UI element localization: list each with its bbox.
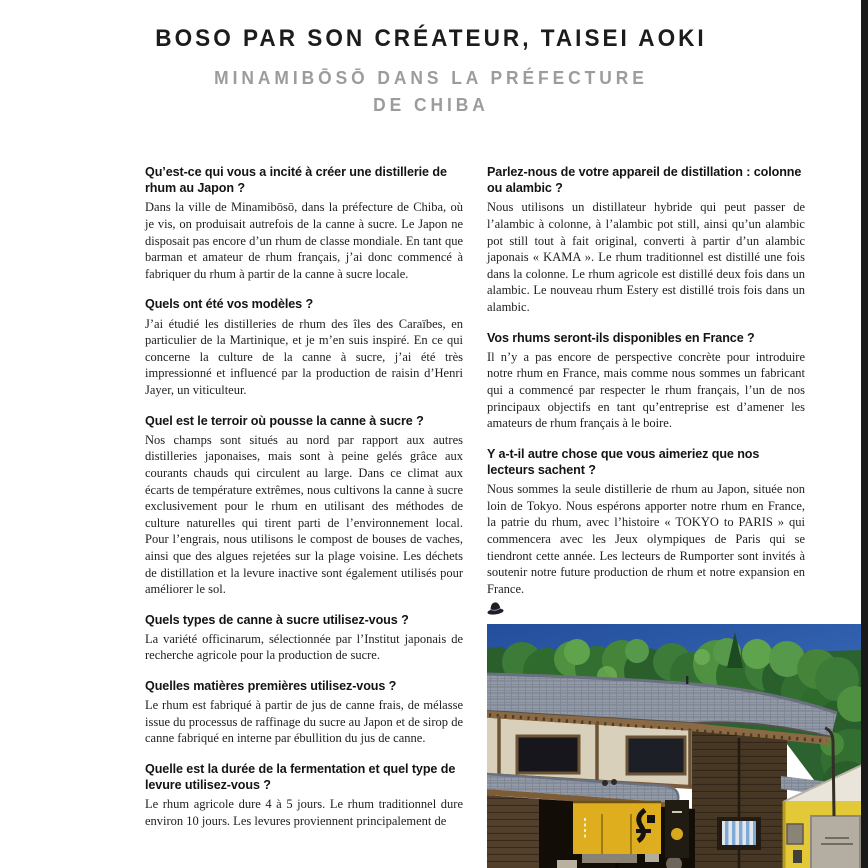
qa-block	[145, 296, 463, 398]
hat-icon	[487, 601, 805, 615]
qa-block	[487, 330, 805, 432]
article-header	[0, 24, 862, 115]
photo-window	[717, 817, 761, 850]
question: Parlez-nous de votre appareil de distillation : colonne ou alambic ?	[487, 165, 802, 196]
photo-noren	[573, 802, 661, 854]
qa-block	[145, 678, 463, 747]
qa-block	[145, 612, 463, 664]
distillery-photo	[487, 624, 862, 868]
answer: J’ai étudié les distilleries de rhum des îles des Caraïbes, en particulier de la Martinique, et je m’en suis inspiré. En ce qui concerne la culture de la canne à sucre, j’ai été très impressionné et influencé par la production de raisin d’Henri Jayer, un viticulteur.	[145, 316, 463, 397]
question: Y a-t-il autre chose que vous aimeriez que nos lecteurs sachent ?	[487, 446, 760, 477]
answer: Nous sommes la seule distillerie de rhum au Japon, située non loin de Tokyo. Nous espérons apporter notre rhum en France, la patrie du rhum, avec l’histoire « TOKYO to PARIS » qui commencera avec les Jeux olympiques de Paris qui se tiendront cette année. Les lecteurs de Rumporter sont invités à soutenir notre future production de rhum et notre expansion en France.	[487, 482, 805, 596]
answer: La variété officinarum, sélectionnée par l’Institut japonais de recherche agricole pour la production de sucre.	[145, 631, 463, 663]
answer-clipped: Le rhum agricole dure 4 à 5 jours. Le rhum traditionnel dure environ 10 jours. Les levures proviennent principalement de	[145, 797, 463, 829]
qa-block	[145, 413, 463, 598]
article-subtitle-line1: MINAMIBŌSŌ DANS LA PRÉFECTURE	[214, 67, 648, 88]
question: Qu’est-ce qui vous a incité à créer une distillerie de rhum au Japon ?	[145, 165, 447, 196]
qa-block	[145, 761, 463, 830]
scan-edge	[861, 0, 868, 868]
question: Quelles matières premières utilisez-vous ?	[145, 679, 397, 694]
question: Quelle est la durée de la fermentation et quel type de levure utilisez-vous ?	[145, 762, 456, 793]
question: Quels types de canne à sucre utilisez-vous ?	[145, 612, 409, 627]
answer: Nos champs sont situés au nord par rapport aux autres distilleries japonaises, mais sont à peine gelés grâce aux courants chauds qui circulent au large. Dans ce climat aux écarts de température extrêmes, nous cultivons la canne à sucre exclusivement pour le rhum en utilisant des méthodes de culture naturelles qui tirent parti de l’environnement local. Pour l’engrais, nous utilisons le compost de bouses de vaches, ainsi que des algues rejetées sur la plage voisine. Les déchets de distillation et la levure inactive sont également utilisés pour améliorer le sol.	[145, 432, 463, 597]
article-subtitle-line2: DE CHIBA	[373, 94, 489, 115]
answer: Dans la ville de Minamibōsō, dans la préfecture de Chiba, où je vis, on produisait autrefois de la canne à sucre. Le Japon ne disposait pas encore d’un rhum de classe mondiale. En tant que barman et amateur de rhum français, j’ai donc commencé à fabriquer du rhum à partir de la canne à sucre locale.	[145, 200, 463, 281]
left-column	[145, 164, 463, 830]
qa-block	[145, 164, 463, 282]
photo-banner	[665, 800, 689, 858]
question: Quels ont été vos modèles ?	[145, 297, 314, 312]
answer: Nous utilisons un distillateur hybride qui peut passer de l’alambic à colonne, à l’alambic pot still, ainsi qu’un alambic pot still tout à fait original, converti à partir d’un alambic japonais « KAMA ». Le rhum traditionnel est distillé une fois dans la colonne. Le rhum agricole est distillé deux fois dans un alambic. Le nouveau rhum Estery est distillé trois fois dans un alambic.	[487, 200, 805, 314]
answer: Le rhum est fabriqué à partir de jus de canne frais, de mélasse issue du processus de raffinage du sucre au Japon et de sirop de canne fabriqué en interne par ébullition du jus de canne.	[145, 698, 463, 746]
qa-block	[487, 164, 805, 316]
answer: Il n’y a pas encore de perspective concrète pour introduire notre rhum en France, mais comme nous sommes un fabricant qui a commencé par respecter le rhum français, l’un de nos principaux objectifs en tant qu’entreprise est d’amener les amateurs de rhum français à le boire.	[487, 349, 805, 431]
right-column	[487, 164, 805, 868]
qa-block	[487, 446, 805, 598]
question: Quel est le terroir où pousse la canne à sucre ?	[145, 413, 424, 428]
question: Vos rhums seront-ils disponibles en France ?	[487, 330, 755, 345]
article-title: BOSO PAR SON CRÉATEUR, TAISEI AOKI	[155, 25, 707, 52]
